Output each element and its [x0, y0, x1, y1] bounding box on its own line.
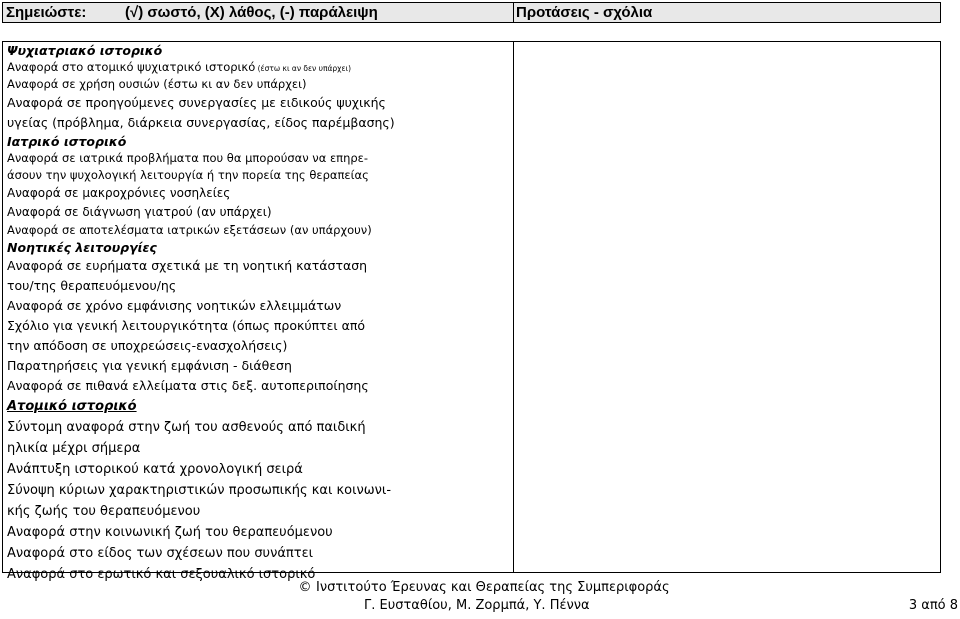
footer-line-2 [0, 598, 960, 616]
criterion-row [3, 184, 513, 203]
criterion-note: (έστω κι αν δεν υπάρχει) [255, 64, 352, 73]
note-label: Σημειώστε: [6, 4, 87, 21]
criterion-row [3, 459, 513, 480]
page-number: 3 από 8 [908, 598, 958, 613]
criterion-text: Αναφορά σε χρήση ουσιών (έστω κι αν δεν υπάρχει) [7, 77, 307, 91]
criterion-text: Αναφορά στο είδος των σχέσεων που συνάπτει [7, 546, 313, 561]
criterion-text: την απόδοση σε υποχρεώσεις-ενασχολήσεις) [7, 338, 288, 353]
criterion-text: ηλικία μέχρι σήμερα [7, 441, 141, 456]
legend-text: (√) σωστό, (X) λάθος, (-) παράλειψη [125, 4, 378, 21]
criterion-text: Αναφορά σε προηγούμενες συνεργασίες με ειδικούς ψυχικής [7, 95, 386, 110]
criterion-text: Αναφορά σε αποτελέσματα ιατρικών εξετάσεων (αν υπάρχουν) [7, 223, 372, 237]
section-heading-text: Ιατρικό ιστορικό [7, 134, 127, 149]
criterion-row [3, 376, 513, 396]
institute-name: Ινστιτούτο Έρευνας και Θεραπείας της Συμπεριφοράς [316, 580, 670, 595]
criterion-row [3, 203, 513, 222]
criterion-row [3, 93, 513, 113]
criterion-text: Σχόλιο για γενική λειτουργικότητα (όπως προκύπτει από [7, 318, 365, 333]
criterion-row [3, 316, 513, 336]
criterion-text: Αναφορά στο ερωτικό και σεξουαλικό ιστορικό [7, 567, 316, 582]
criterion-text: Παρατηρήσεις για γενική εμφάνιση - διάθεση [7, 358, 292, 373]
criterion-row [3, 296, 513, 316]
criterion-text: κής ζωής του θεραπευόμενου [7, 504, 201, 519]
criterion-row [3, 222, 513, 239]
criterion-text: Σύντομη αναφορά στην ζωή του ασθενούς από παιδική [7, 420, 366, 435]
criterion-text: του/της θεραπευόμενου/ης [7, 278, 177, 293]
criterion-text: Αναφορά σε μακροχρόνιες νοσηλείες [7, 186, 231, 200]
criteria-list [3, 42, 513, 585]
criterion-row [3, 543, 513, 564]
comments-column[interactable] [514, 42, 940, 572]
criterion-text: Αναφορά σε πιθανά ελλείματα στις δεξ. αυτοπεριποίησης [7, 378, 369, 393]
criterion-text: Αναφορά σε χρόνο εμφάνισης νοητικών ελλειμμάτων [7, 298, 342, 313]
criterion-row [3, 417, 513, 438]
criterion-row [3, 59, 513, 76]
footer-line-1 [0, 580, 960, 598]
criterion-text: άσουν την ψυχολογική λειτουργία ή την πορεία της θεραπείας [7, 168, 369, 182]
comments-heading: Προτάσεις - σχόλια [516, 4, 653, 21]
criterion-row [3, 356, 513, 376]
criterion-row [3, 276, 513, 296]
criterion-row [3, 480, 513, 501]
criterion-row [3, 256, 513, 276]
criterion-text: Αναφορά σε ιατρικά προβλήματα που θα μπορούσαν να επηρε- [7, 151, 369, 165]
checklist-table [2, 41, 941, 582]
criterion-row [3, 336, 513, 356]
section-heading-text: Ατομικό ιστορικό [7, 399, 137, 414]
section-heading [3, 239, 513, 256]
criteria-column [3, 42, 513, 582]
authors: Γ. Ευσταθίου, Μ. Ζορμπά, Υ. Πέννα [364, 598, 590, 613]
section-heading [3, 133, 513, 150]
criterion-row [3, 150, 513, 167]
section-heading-text: Νοητικές λειτουργίες [7, 240, 157, 255]
section-heading-text: Ψυχιατριακό ιστορικό [7, 43, 163, 58]
criterion-row [3, 522, 513, 543]
copyright-icon: © [298, 580, 312, 595]
section-heading [3, 42, 513, 59]
criterion-text: Αναφορά σε ευρήματα σχετικά με τη νοητική κατάσταση [7, 258, 368, 273]
criterion-text: Σύνοψη κύριων χαρακτηριστικών προσωπικής και κοινωνι- [7, 483, 392, 498]
criterion-text: Αναφορά στο ατομικό ψυχιατρικό ιστορικό [7, 60, 256, 74]
criterion-row [3, 438, 513, 459]
criterion-text: Αναφορά σε διάγνωση γιατρού (αν υπάρχει) [7, 205, 272, 219]
criterion-text: υγείας (πρόβλημα, διάρκεια συνεργασίας, είδος παρέμβασης) [7, 115, 395, 130]
criterion-text: Ανάπτυξη ιστορικού κατά χρονολογική σειρά [7, 462, 303, 477]
criterion-row [3, 113, 513, 133]
criterion-text: Αναφορά στην κοινωνική ζωή του θεραπευόμενου [7, 525, 333, 540]
criterion-row [3, 76, 513, 93]
section-heading [3, 396, 513, 417]
header-divider [513, 3, 514, 22]
criterion-row [3, 501, 513, 522]
criterion-row [3, 167, 513, 184]
header-row [2, 2, 941, 23]
